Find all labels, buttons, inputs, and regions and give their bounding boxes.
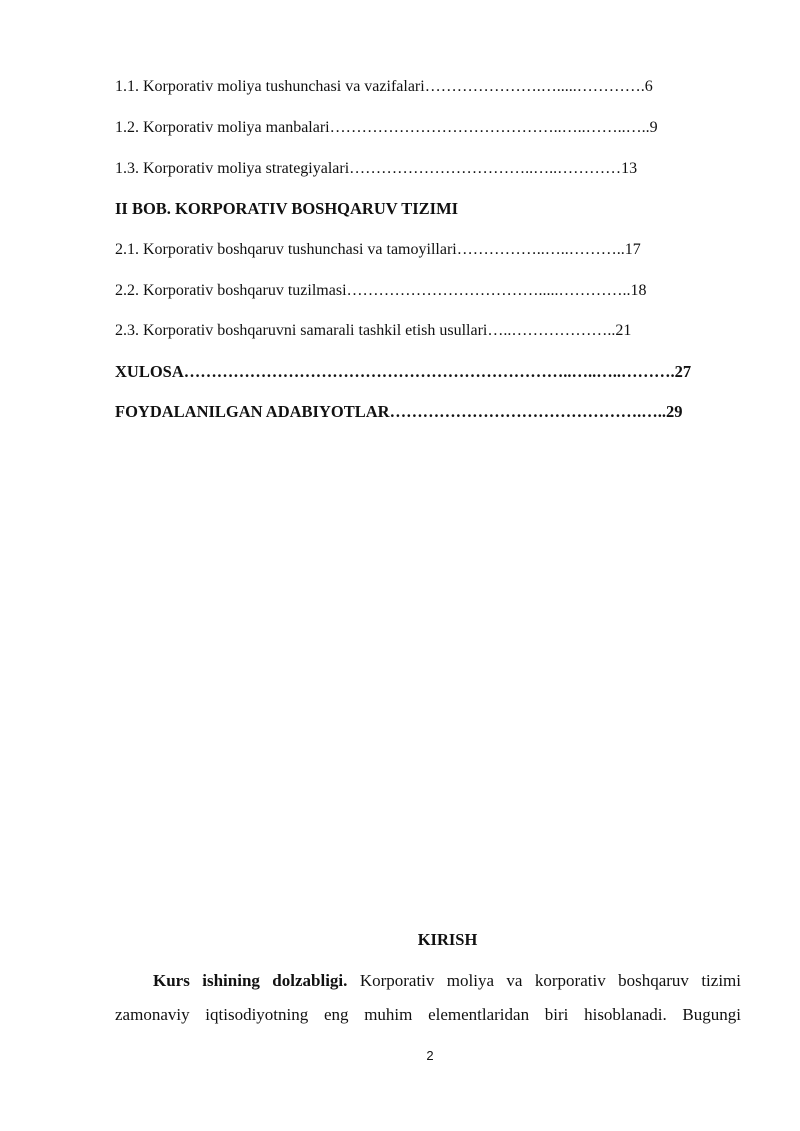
toc-chapter-2-heading: II BOB. KORPORATIV BOSHQARUV TIZIMI (115, 199, 459, 218)
toc-item-1-1: 1.1. Korporativ moliya tushunchasi va vazifalari………………….….....………….6 (115, 78, 653, 95)
toc-conclusion: XULOSA……………………………………………………………..…..…..……….27 (115, 362, 692, 381)
intro-heading: KIRISH (417, 930, 478, 949)
intro-line-1-text: Korporativ moliya va korporativ boshqaruv tizimi (347, 971, 741, 990)
intro-line-2: zamonaviy iqtisodiyotning eng muhim elementlaridan biri hisoblanadi. Bugungi (115, 1005, 741, 1024)
toc-item-2-3: 2.3. Korporativ boshqaruvni samarali tashkil etish usullari…..………………..21 (115, 322, 632, 339)
toc-item-2-2: 2.2. Korporativ boshqaruv tuzilmasi……………………………….....…………..18 (115, 282, 647, 299)
toc-references: FOYDALANILGAN ADABIYOTLAR……………………………………….…..29 (115, 402, 683, 421)
toc-item-1-3: 1.3. Korporativ moliya strategiyalari……………………………..…..…………13 (115, 160, 638, 177)
intro-paragraph (115, 964, 741, 1032)
toc-item-2-1: 2.1. Korporativ boshqaruv tushunchasi va tamoyillari……………..…..………..17 (115, 241, 641, 258)
toc-item-1-2: 1.2. Korporativ moliya manbalari……………………………………..…..……..…..9 (115, 119, 658, 136)
page-number: 2 (426, 1048, 434, 1063)
relevance-label: Kurs ishining dolzabligi. (153, 971, 348, 990)
intro-line-1 (115, 964, 741, 998)
